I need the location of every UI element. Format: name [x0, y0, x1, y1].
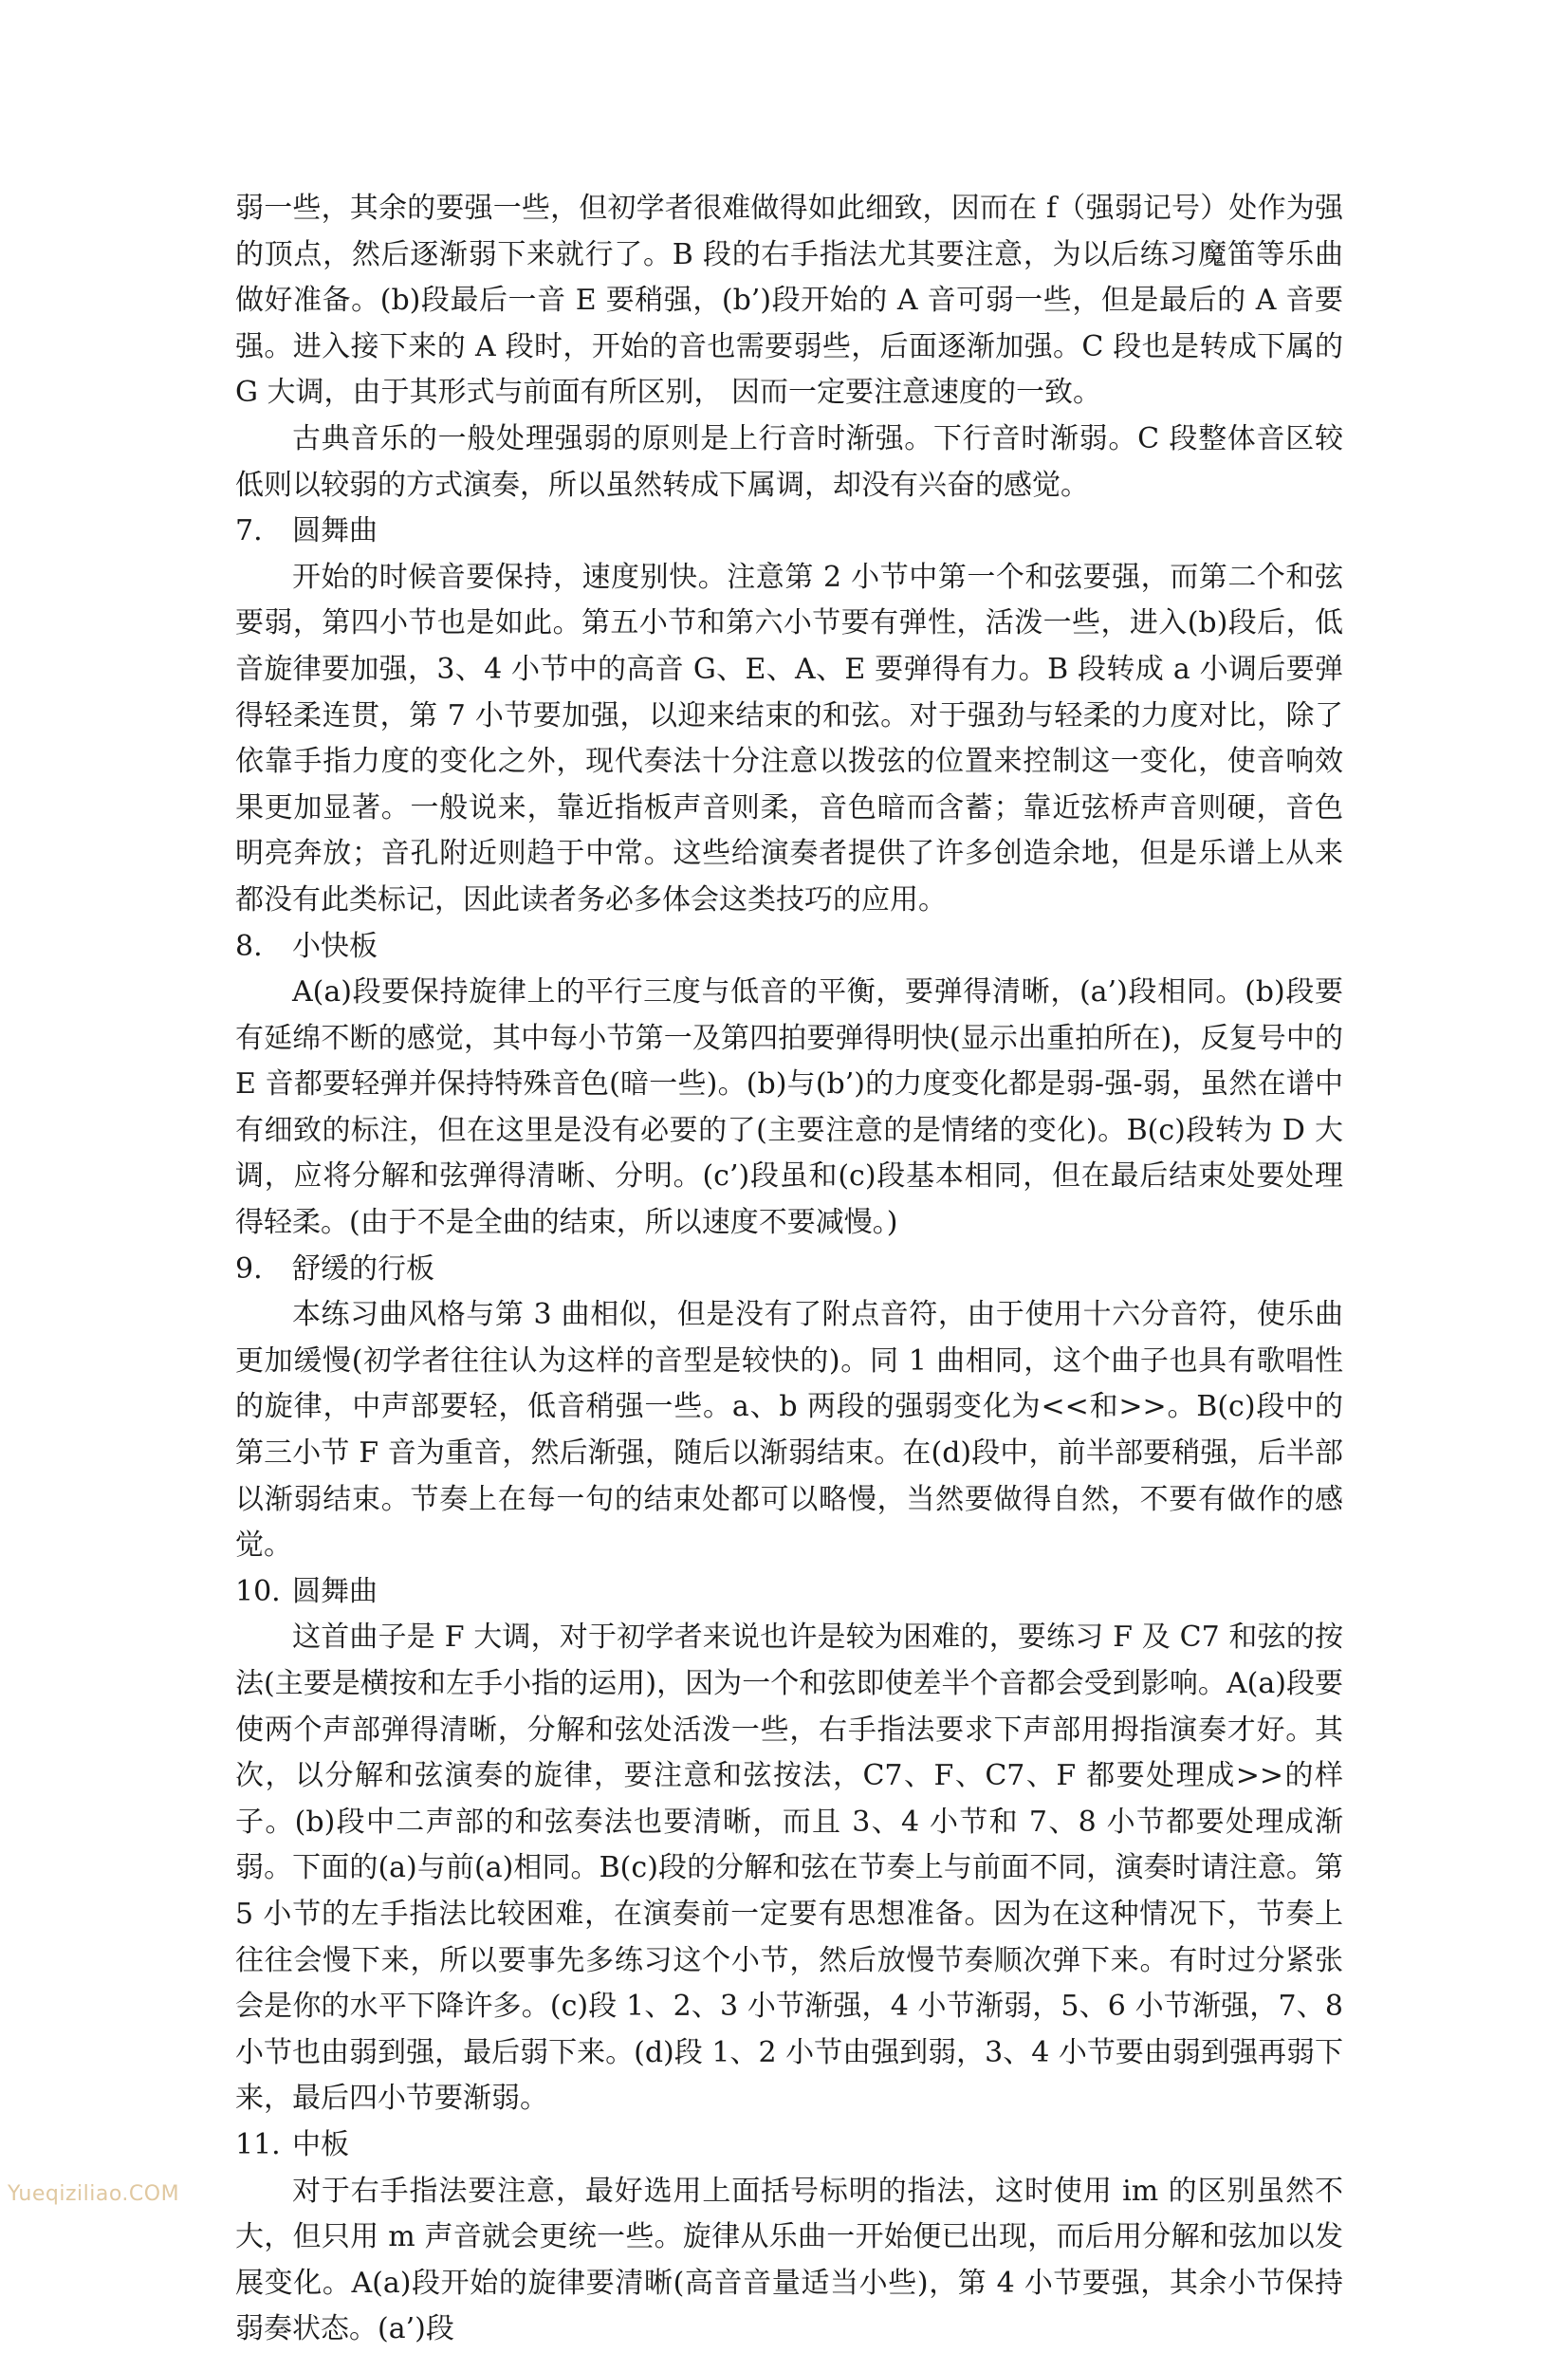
site-watermark: Yueqiziliao.COM	[8, 2182, 180, 2206]
section-7-heading	[235, 509, 1343, 555]
section-11-number: 11.	[235, 2127, 281, 2161]
intro-paragraph: 弱一些，其余的要强一些，但初学者很难做得如此细致，因而在 f（强弱记号）处作为强的顶点，然后逐渐弱下来就行了。B 段的右手指法尤其要注意，为以后练习魔笛等乐曲做好准备。(b)段最后一音 E 要稍强，(b’)段开始的 A 音可弱一些，但是最后的 A 音要强。进入接下来的 A 段时，开始的音也需要弱些，后面逐渐加强。C 段也是转成下属的 G 大调，由于其形式与前面有所区别， 因而一定要注意速度的一致。	[235, 192, 1343, 410]
section-10-heading	[235, 1569, 1343, 1616]
section-8-number: 8.	[235, 929, 263, 963]
section-7-body: 开始的时候音要保持，速度别快。注意第 2 小节中第一个和弦要强，而第二个和弦要弱，第四小节也是如此。第五小节和第六小节要有弹性，活泼一些，进入(b)段后，低音旋律要加强，3、4 小节中的高音 G、E、A、E 要弹得有力。B 段转成 a 小调后要弹得轻柔连贯，第 7 小节要加强，以迎来结束的和弦。对于强劲与轻柔的力度对比，除了依靠手指力度的变化之外，现代奏法十分注意以拨弦的位置来控制这一变化，使音响效果更加显著。一般说来，靠近指板声音则柔，音色暗而含蓄；靠近弦桥声音则硬，音色明亮奔放；音孔附近则趋于中常。这些给演奏者提供了许多创造余地，但是乐谱上从来都没有此类标记，因此读者务必多体会这类技巧的应用。	[235, 560, 1343, 917]
document-page	[235, 186, 1343, 2353]
section-10-number: 10.	[235, 1574, 281, 1608]
section-11-title: 中板	[292, 2127, 349, 2161]
section-10-body: 这首曲子是 F 大调，对于初学者来说也许是较为困难的，要练习 F 及 C7 和弦的按法(主要是横按和左手小指的运用)，因为一个和弦即使差半个音都会受到影响。A(a)段要使两个声部弹得清晰，分解和弦处活泼一些，右手指法要求下声部用拇指演奏才好。其次，以分解和弦演奏的旋律，要注意和弦按法，C7、F、C7、F 都要处理成>>的样子。(b)段中二声部的和弦奏法也要清晰，而且 3、4 小节和 7、8 小节都要处理成渐弱。下面的(a)与前(a)相同。B(c)段的分解和弦在节奏上与前面不同，演奏时请注意。第 5 小节的左手指法比较困难，在演奏前一定要有思想准备。因为在这种情况下，节奏上往往会慢下来，所以要事先多练习这个小节，然后放慢节奏顺次弹下来。有时过分紧张会是你的水平下降许多。(c)段 1、2、3 小节渐强，4 小节渐弱，5、6 小节渐强，7、8 小节也由弱到强，最后弱下来。(d)段 1、2 小节由强到弱，3、4 小节要由弱到强再弱下来，最后四小节要渐弱。	[235, 1621, 1343, 2116]
section-11-heading	[235, 2122, 1343, 2169]
section-9-heading	[235, 1247, 1343, 1293]
section-10-title: 圆舞曲	[292, 1574, 378, 1608]
section-11-body: 对于右手指法要注意，最好选用上面括号标明的指法，这时使用 im 的区别虽然不大，但只用 m 声音就会更统一些。旋律从乐曲一开始便已出现，而后用分解和弦加以发展变化。A(a)段开始的旋律要清晰(高音音量适当小些)，第 4 小节要强，其余小节保持弱奏状态。(a’)段	[235, 2174, 1343, 2346]
section-7-title: 圆舞曲	[292, 514, 378, 548]
section-8-title: 小快板	[292, 929, 378, 963]
section-9-title: 舒缓的行板	[292, 1251, 434, 1286]
section-7-number: 7.	[235, 514, 263, 548]
classical-principle-paragraph: 古典音乐的一般处理强弱的原则是上行音时渐强。下行音时渐弱。C 段整体音区较低则以较弱的方式演奏，所以虽然转成下属调，却没有兴奋的感觉。	[235, 421, 1343, 502]
section-9-number: 9.	[235, 1251, 263, 1286]
section-8-body: A(a)段要保持旋律上的平行三度与低音的平衡，要弹得清晰，(a’)段相同。(b)段要有延绵不断的感觉，其中每小节第一及第四拍要弹得明快(显示出重拍所在)，反复号中的 E 音都要轻弹并保持特殊音色(暗一些)。(b)与(b’)的力度变化都是弱-强-弱，虽然在谱中有细致的标注，但在这里是没有必要的了(主要注意的是情绪的变化)。B(c)段转为 D 大调，应将分解和弦弹得清晰、分明。(c’)段虽和(c)段基本相同，但在最后结束处要处理得轻柔。(由于不是全曲的结束，所以速度不要减慢。)	[235, 975, 1343, 1240]
section-8-heading	[235, 924, 1343, 971]
section-9-body: 本练习曲风格与第 3 曲相似，但是没有了附点音符，由于使用十六分音符，使乐曲更加缓慢(初学者往往认为这样的音型是较快的)。同 1 曲相同，这个曲子也具有歌唱性的旋律，中声部要轻，低音稍强一些。a、b 两段的强弱变化为<<和>>。B(c)段中的第三小节 F 音为重音，然后渐强，随后以渐弱结束。在(d)段中，前半部要稍强，后半部以渐弱结束。节奏上在每一句的结束处都可以略慢，当然要做得自然，不要有做作的感觉。	[235, 1298, 1343, 1563]
